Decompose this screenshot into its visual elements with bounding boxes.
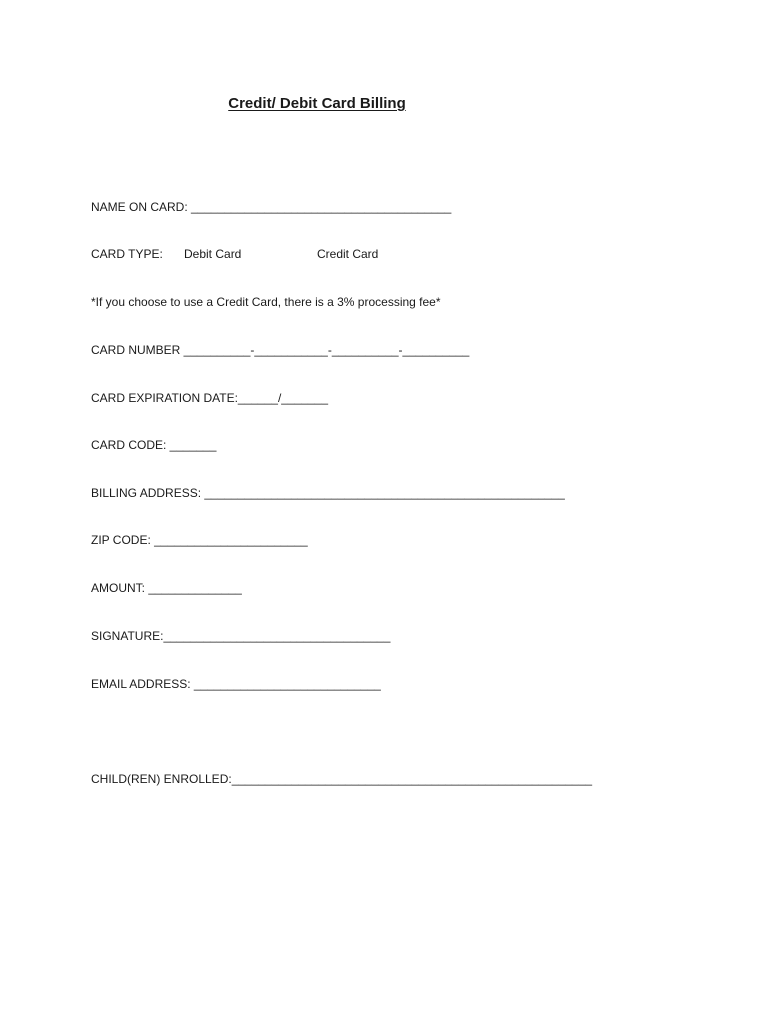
card-type-debit-option[interactable]: Debit Card xyxy=(184,247,242,261)
name-on-card-field[interactable]: NAME ON CARD: _______________________________________ xyxy=(91,200,452,214)
card-type-label: CARD TYPE: xyxy=(91,247,163,261)
zip-code-field[interactable]: ZIP CODE: _______________________ xyxy=(91,533,308,547)
signature-field[interactable]: SIGNATURE:__________________________________ xyxy=(91,629,391,643)
card-number-field[interactable]: CARD NUMBER __________-___________-__________-__________ xyxy=(91,343,470,357)
page-title: Credit/ Debit Card Billing xyxy=(228,95,406,112)
children-enrolled-field[interactable]: CHILD(REN) ENROLLED:______________________________________________________ xyxy=(91,772,593,786)
processing-fee-note: *If you choose to use a Credit Card, there is a 3% processing fee* xyxy=(91,295,441,309)
card-code-field[interactable]: CARD CODE: _______ xyxy=(91,438,217,452)
email-address-field[interactable]: EMAIL ADDRESS: ____________________________ xyxy=(91,677,381,691)
amount-field[interactable]: AMOUNT: ______________ xyxy=(91,581,242,595)
card-type-credit-option[interactable]: Credit Card xyxy=(317,247,379,261)
billing-address-field[interactable]: BILLING ADDRESS: ______________________________________________________ xyxy=(91,486,565,500)
card-expiration-field[interactable]: CARD EXPIRATION DATE:______/_______ xyxy=(91,391,328,405)
